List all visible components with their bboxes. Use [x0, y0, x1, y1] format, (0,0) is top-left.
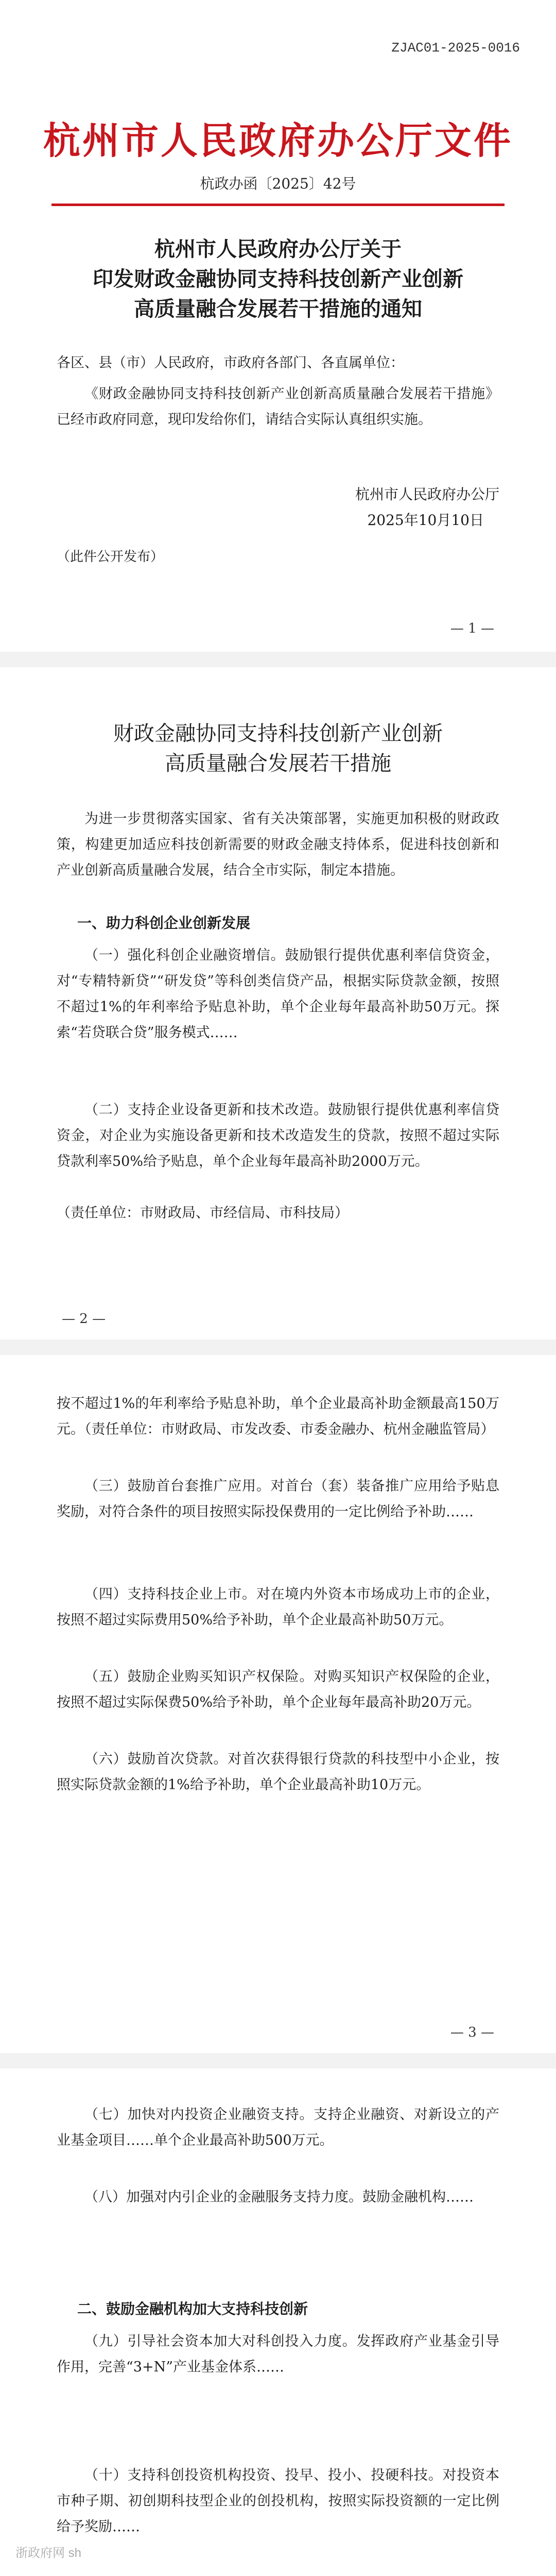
- measures-title-line-1: 财政金融协同支持科技创新产业创新: [113, 722, 443, 745]
- notice-title-line-3: 高质量融合发展若干措施的通知: [134, 297, 422, 321]
- notice-body: 《财政金融协同支持科技创新产业创新高质量融合发展若干措施》已经市政府同意，现印发给你们，请结合实际认真组织实施。: [57, 386, 499, 428]
- measures-title-line-2: 高质量融合发展若干措施: [165, 752, 391, 775]
- page-separator: [0, 2053, 556, 2069]
- section-heading: 二、鼓励金融机构加大支持科技创新: [77, 2300, 308, 2317]
- document-code: ZJAC01-2025-0016: [391, 40, 520, 56]
- addressee: 各区、县（市）人民政府，市政府各部门、各直属单位：: [57, 355, 404, 371]
- page-number: — 2 —: [62, 1311, 106, 1327]
- page-separator: [0, 1340, 556, 1355]
- measure-paragraph: （八）加强对内引企业的金融服务支持力度。鼓励金融机构……: [84, 2189, 474, 2205]
- red-rule: [51, 204, 505, 206]
- document-number: 杭政办函〔2025〕42号: [200, 175, 356, 192]
- notice-title-line-1: 杭州市人民政府办公厅关于: [154, 237, 402, 261]
- notice-title-line-2: 印发财政金融协同支持科技创新产业创新: [93, 267, 463, 291]
- red-header: 杭州市人民政府办公厅文件: [43, 118, 513, 162]
- measure-paragraph: 按不超过1%的年利率给予贴息补助，单个企业最高补助金额最高150万元。（责任单位：市财政局、市发改委、市委金融办、杭州金融监管局）: [57, 1396, 499, 1437]
- responsible-units: （责任单位：市财政局、市经信局、市科技局）: [57, 1205, 349, 1221]
- page-number: — 1 —: [450, 621, 494, 636]
- measure-paragraph: （十）支持科创投资机构投资、投早、投小、投硬科技。对投资本市种子期、初创期科技型企业的创投机构，按照实际投资额的一定比例给予奖励……: [57, 2467, 499, 2535]
- signing-org: 杭州市人民政府办公厅: [355, 486, 499, 503]
- measure-paragraph: （七）加快对内投资企业融资支持。支持企业融资、对新设立的产业基金项目……单个企业最高补助500万元。: [57, 2107, 499, 2148]
- measure-paragraph: （一）强化科创企业融资增信。鼓励银行提供优惠利率信贷资金，对“专精特新贷”“研发贷”等科创类信贷产品，根据实际贷款金额，按照不超过1%的年利率给予贴息补助，单个企业每年最高补助50万元。探索“若贷联合贷”服务模式……: [57, 947, 499, 1041]
- publication-note: （此件公开发布）: [57, 549, 164, 565]
- measure-paragraph: （五）鼓励企业购买知识产权保险。对购买知识产权保险的企业，按照不超过实际保费50%给予补助，单个企业每年最高补助20万元。: [57, 1669, 499, 1710]
- measure-paragraph: （二）支持企业设备更新和技术改造。鼓励银行提供优惠利率信贷资金，对企业为实施设备更新和技术改造发生的贷款，按照不超过实际贷款利率50%给予贴息，单个企业每年最高补助2000万元。: [57, 1102, 499, 1170]
- measure-paragraph: （四）支持科技企业上市。对在境内外资本市场成功上市的企业，按照不超过实际费用50%给予补助，单个企业最高补助50万元。: [57, 1586, 499, 1628]
- measure-paragraph: （九）引导社会资本加大对科创投入力度。发挥政府产业基金引导作用，完善“3+N”产业基金体系……: [57, 2333, 499, 2375]
- watermark: 浙政府网 sh: [15, 2546, 82, 2560]
- page-separator: [0, 652, 556, 667]
- page-number: — 3 —: [450, 2025, 494, 2040]
- measure-paragraph: （三）鼓励首台套推广应用。对首台（套）装备推广应用给予贴息奖励，对符合条件的项目按照实际投保费用的一定比例给予补助……: [57, 1478, 499, 1520]
- section-heading: 一、助力科创企业创新发展: [77, 914, 251, 931]
- signing-date: 2025年10月10日: [367, 512, 484, 529]
- measures-intro: 为进一步贯彻落实国家、省有关决策部署，实施更加积极的财政政策，构建更加适应科技创新需要的财政金融支持体系，促进科技创新和产业创新高质量融合发展，结合全市实际，制定本措施。: [57, 811, 499, 878]
- measure-paragraph: （六）鼓励首次贷款。对首次获得银行贷款的科技型中小企业，按照实际贷款金额的1%给予补助，单个企业最高补助10万元。: [57, 1751, 499, 1793]
